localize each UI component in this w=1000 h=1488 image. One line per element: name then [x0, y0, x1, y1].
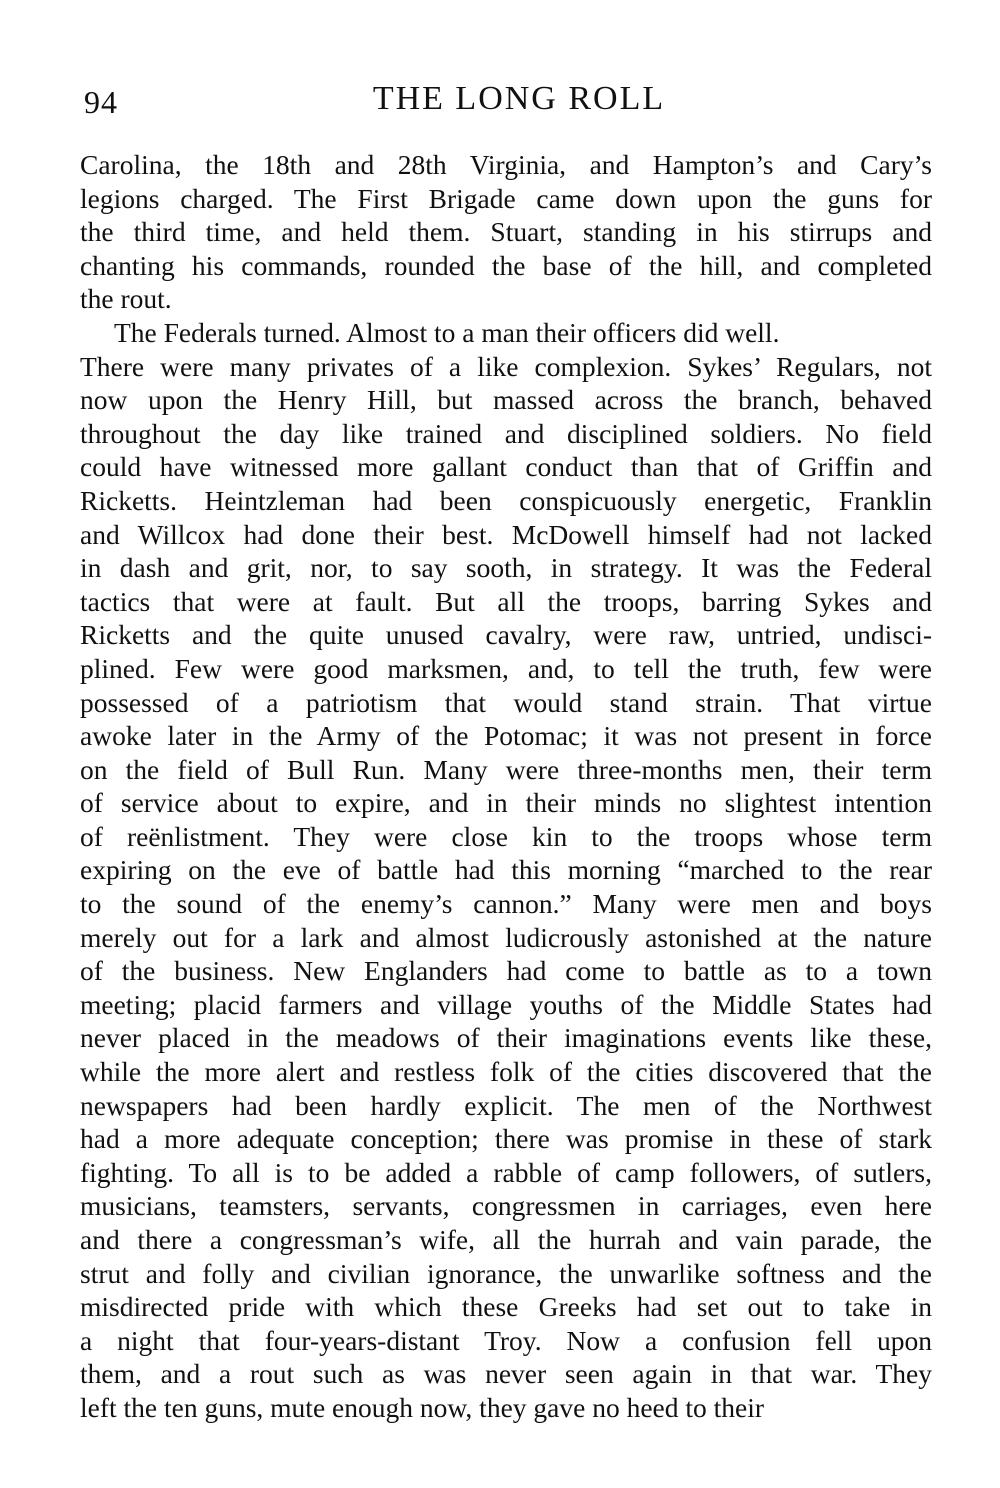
text-line: newspapers had been hardly explicit. The men of the Northwest	[80, 1089, 932, 1121]
text-line: Ricketts. Heintzleman had been conspicuously energetic, Franklin	[80, 484, 932, 516]
text-line: had a more adequate conception; there was promise in these of stark	[80, 1123, 932, 1155]
text-line: The Federals turned. Almost to a man their officers did well.	[114, 316, 780, 348]
text-line: and there a congressman’s wife, all the hurrah and vain parade, the	[80, 1224, 932, 1255]
text-line: musicians, teamsters, servants, congressmen in carriages, even here	[80, 1190, 932, 1222]
text-line: meeting; placid farmers and village youths of the Middle States had	[80, 988, 932, 1020]
text-line: Carolina, the 18th and 28th Virginia, and Hampton’s and Cary’s	[80, 149, 932, 180]
text-line: now upon the Henry Hill, but massed across the branch, behaved	[80, 384, 932, 416]
text-line: possessed of a patriotism that would stand strain. That virtue	[80, 686, 932, 718]
text-line: of service about to expire, and in their minds no slightest intention	[80, 787, 932, 819]
text-line: tactics that were at fault. But all the troops, barring Sykes and	[80, 585, 932, 617]
text-line: There were many privates of a like complexion. Sykes’ Regulars, not	[80, 350, 932, 382]
text-line: and Willcox had done their best. McDowell himself had not lacked	[80, 518, 932, 550]
text-line: never placed in the meadows of their imaginations events like these,	[80, 1022, 932, 1054]
text-line: merely out for a lark and almost ludicrously astonished at the nature	[80, 921, 932, 953]
text-line: strut and folly and civilian ignorance, the unwarlike softness and the	[80, 1257, 932, 1289]
text-line: in dash and grit, nor, to say sooth, in strategy. It was the Federal	[80, 552, 932, 584]
text-line: of reënlistment. They were close kin to the troops whose term	[80, 820, 932, 852]
text-line: chanting his commands, rounded the base of the hill, and completed	[80, 249, 932, 281]
text-line: to the sound of the enemy’s cannon.” Many were men and boys	[80, 888, 932, 920]
paragraph	[80, 316, 932, 1425]
text-line: left the ten guns, mute enough now, they gave no heed to their	[80, 1391, 765, 1423]
text-line: awoke later in the Army of the Potomac; it was not present in force	[80, 720, 932, 752]
body-text	[80, 148, 932, 1425]
page-number: 94	[84, 84, 118, 120]
text-line: fighting. To all is to be added a rabble of camp followers, of sutlers,	[80, 1156, 932, 1188]
running-title: THE LONG ROLL	[372, 80, 666, 117]
text-line: misdirected pride with which these Greeks had set out to take in	[80, 1291, 932, 1323]
text-line: on the field of Bull Run. Many were three-months men, their term	[80, 753, 932, 785]
text-line: the rout.	[80, 283, 172, 315]
text-line: them, and a rout such as was never seen again in that war. They	[80, 1358, 932, 1390]
text-line: while the more alert and restless folk of the cities discovered that the	[80, 1056, 932, 1088]
text-line: Ricketts and the quite unused cavalry, were raw, untried, undisci-	[80, 619, 932, 651]
paragraph	[80, 148, 932, 316]
text-line: legions charged. The First Brigade came down upon the guns for	[80, 182, 932, 214]
text-line: throughout the day like trained and disciplined soldiers. No field	[80, 417, 932, 449]
text-line: plined. Few were good marksmen, and, to tell the truth, few were	[80, 652, 932, 684]
text-line: the third time, and held them. Stuart, standing in his stirrups and	[80, 216, 932, 248]
text-line: of the business. New Englanders had come to battle as to a town	[80, 955, 932, 987]
text-line: expiring on the eve of battle had this morning “marched to the rear	[80, 854, 932, 886]
text-line: a night that four-years-distant Troy. Now a confusion fell upon	[80, 1324, 932, 1356]
text-line: could have witnessed more gallant conduct than that of Griffin and	[80, 451, 932, 483]
running-head	[84, 80, 934, 130]
